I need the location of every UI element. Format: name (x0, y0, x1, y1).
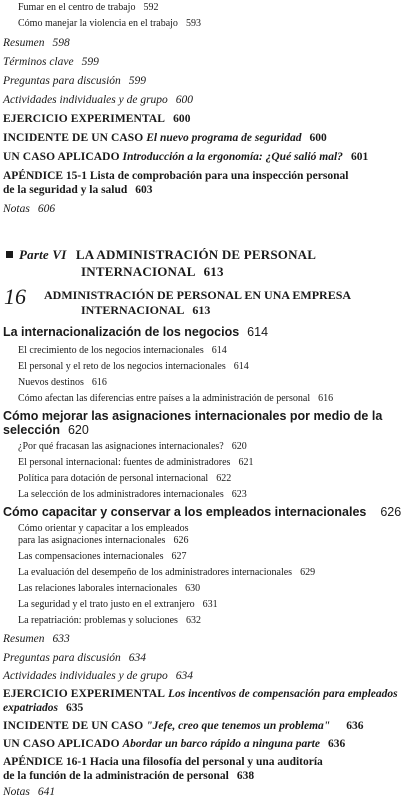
page-number: 636 (327, 738, 346, 750)
entry-title: Notas (3, 203, 30, 215)
page-number: 632 (185, 615, 201, 626)
page-number: 630 (185, 583, 201, 594)
toc-entry (18, 567, 315, 578)
page-number: 600 (175, 94, 194, 106)
toc-entry (3, 56, 99, 68)
chapter-title-line2: INTERNACIONAL (81, 303, 185, 317)
entry-title-line1: APÉNDICE 15-1 Lista de comprobación para una inspección personal (3, 170, 349, 182)
page-number: 638 (236, 770, 255, 782)
page-number: 616 (318, 393, 334, 404)
page-number: 601 (350, 151, 369, 163)
page-number: 598 (52, 37, 70, 49)
toc-entry (18, 441, 247, 452)
toc-entry (18, 2, 158, 13)
entry-title: Cómo manejar la violencia en el trabajo (18, 18, 178, 29)
page-number: 626 (173, 535, 189, 546)
page-number: 603 (135, 184, 153, 196)
entry-title: Las relaciones laborales internacionales (18, 583, 178, 594)
entry-title: EJERCICIO EXPERIMENTAL (3, 113, 166, 125)
toc-entry (3, 151, 368, 163)
chapter-number: 16 (4, 284, 26, 309)
toc-entry (3, 113, 191, 125)
entry-title-line2: para las asignaciones internacionales (18, 535, 166, 546)
entry-title: La seguridad y el trato justo en el extranjero (18, 599, 195, 610)
toc-entry (18, 345, 227, 356)
entry-title: Cómo afectan las diferencias entre países a la administración de personal (18, 393, 311, 404)
page-number: 600 (173, 113, 191, 125)
toc-entry-cont (3, 770, 254, 782)
entry-label: INCIDENTE DE UN CASO (3, 720, 144, 732)
toc-entry (18, 377, 107, 388)
entry-label: EJERCICIO EXPERIMENTAL (3, 688, 166, 700)
toc-entry (3, 170, 348, 182)
toc-entry (3, 670, 193, 682)
entry-title: La selección de los administradores internacionales (18, 489, 224, 500)
page-number: 635 (65, 702, 84, 714)
entry-title: Preguntas para discusión (3, 75, 121, 87)
entry-title: Cómo capacitar y conservar a los empleados internacionales (3, 505, 367, 519)
page-number: 623 (231, 489, 247, 500)
entry-title: La internacionalización de los negocios (3, 325, 240, 339)
toc-entry (3, 94, 193, 106)
page-number: 631 (202, 599, 218, 610)
entry-title: Actividades individuales y de grupo (3, 94, 168, 106)
page-number: 621 (238, 457, 254, 468)
toc-entry-cont (3, 702, 83, 714)
part-title-line1: LA ADMINISTRACIÓN DE PERSONAL (75, 247, 317, 262)
chapter-title-line1: ADMINISTRACIÓN DE PERSONAL EN UNA EMPRESA (44, 288, 352, 302)
part-title-line2: INTERNACIONAL (81, 264, 196, 279)
entry-title: "Jefe, creo que tenemos un problema" (146, 720, 331, 732)
toc-entry (18, 615, 201, 626)
toc-entry (3, 786, 55, 798)
entry-title: El crecimiento de los negocios internacionales (18, 345, 204, 356)
toc-entry (18, 361, 249, 372)
page-number: 634 (128, 652, 147, 664)
toc-entry (18, 599, 218, 610)
part-heading (6, 247, 316, 263)
entry-title: Resumen (3, 37, 45, 49)
section-entry (3, 505, 401, 519)
page-number: 629 (300, 567, 316, 578)
page-number: 613 (203, 264, 224, 279)
entry-title-line2: de la seguridad y la salud (3, 184, 128, 196)
entry-title: Política para dotación de personal internacional (18, 473, 209, 484)
entry-title: El personal y el reto de los negocios internacionales (18, 361, 226, 372)
page-number: 616 (91, 377, 107, 388)
entry-title-line1: Cómo mejorar las asignaciones internacionales por medio de la (3, 409, 383, 423)
page-number: 641 (37, 786, 56, 798)
page-number: 614 (211, 345, 227, 356)
entry-label: INCIDENTE DE UN CASO (3, 132, 144, 144)
page-number: 606 (37, 203, 56, 215)
entry-title: Preguntas para discusión (3, 652, 121, 664)
entry-title: Resumen (3, 633, 45, 645)
section-entry (3, 325, 268, 339)
toc-entry (18, 457, 253, 468)
toc-entry (3, 37, 70, 49)
entry-title: Nuevos destinos (18, 377, 84, 388)
section-entry (3, 409, 382, 423)
page-number: 634 (175, 670, 194, 682)
page-number: 620 (67, 423, 89, 437)
square-bullet-icon (6, 251, 13, 258)
entry-title-line2: de la función de la administración de personal (3, 770, 229, 782)
page-number: 592 (143, 2, 159, 13)
toc-entry (3, 720, 363, 732)
entry-title-line2: selección (3, 423, 60, 437)
entry-label: UN CASO APLICADO (3, 738, 120, 750)
entry-title: Términos clave (3, 56, 74, 68)
entry-title-line1: Cómo orientar y capacitar a los empleados (18, 523, 189, 534)
toc-entry (3, 75, 146, 87)
toc-entry (3, 132, 327, 144)
page-number: 633 (52, 633, 70, 645)
toc-entry-cont (3, 184, 153, 196)
page-number: 614 (233, 361, 249, 372)
chapter-title-cont (81, 303, 210, 318)
toc-entry (18, 393, 333, 404)
entry-title-line2: expatriados (3, 702, 58, 714)
toc-entry (3, 688, 398, 700)
page-number: 636 (346, 720, 364, 732)
entry-title: El nuevo programa de seguridad (146, 132, 302, 144)
entry-title: Fumar en el centro de trabajo (18, 2, 136, 13)
toc-entry-cont (18, 535, 188, 546)
entry-label: UN CASO APLICADO (3, 151, 120, 163)
page-number: 600 (309, 132, 327, 144)
page-number: 593 (185, 18, 201, 29)
entry-title: Las compensaciones internacionales (18, 551, 164, 562)
toc-entry (3, 738, 345, 750)
toc-entry (3, 652, 146, 664)
page-number: 620 (231, 441, 247, 452)
toc-entry (18, 583, 200, 594)
chapter-title (44, 288, 351, 303)
toc-entry (3, 203, 55, 215)
toc-entry (18, 489, 247, 500)
page-number: 614 (247, 325, 269, 339)
entry-title: La repatriación: problemas y soluciones (18, 615, 178, 626)
entry-title: ¿Por qué fracasan las asignaciones internacionales? (18, 441, 224, 452)
toc-entry (18, 18, 201, 29)
entry-title: El personal internacional: fuentes de administradores (18, 457, 231, 468)
entry-title: Actividades individuales y de grupo (3, 670, 168, 682)
page-number: 627 (171, 551, 187, 562)
toc-entry (18, 551, 187, 562)
entry-title-line1: Los incentivos de compensación para empleados (167, 688, 398, 700)
part-label: Parte VI (19, 247, 67, 262)
toc-entry (3, 633, 70, 645)
toc-entry (3, 756, 323, 768)
toc-entry (18, 473, 231, 484)
page-number: 599 (128, 75, 147, 87)
page-number: 626 (380, 505, 402, 519)
page-number: 613 (192, 303, 211, 317)
part-heading-cont (81, 264, 224, 280)
toc-entry (18, 523, 189, 534)
entry-title: Notas (3, 786, 30, 798)
page-number: 599 (81, 56, 99, 68)
entry-title: Abordar un barco rápido a ninguna parte (122, 738, 320, 750)
section-entry-cont (3, 423, 89, 437)
entry-title: Introducción a la ergonomía: ¿Qué salió mal? (122, 151, 343, 163)
page-number: 622 (216, 473, 232, 484)
entry-title-line1: APÉNDICE 16-1 Hacia una filosofía del personal y una auditoría (3, 756, 323, 768)
entry-title: La evaluación del desempeño de los administradores internacionales (18, 567, 293, 578)
